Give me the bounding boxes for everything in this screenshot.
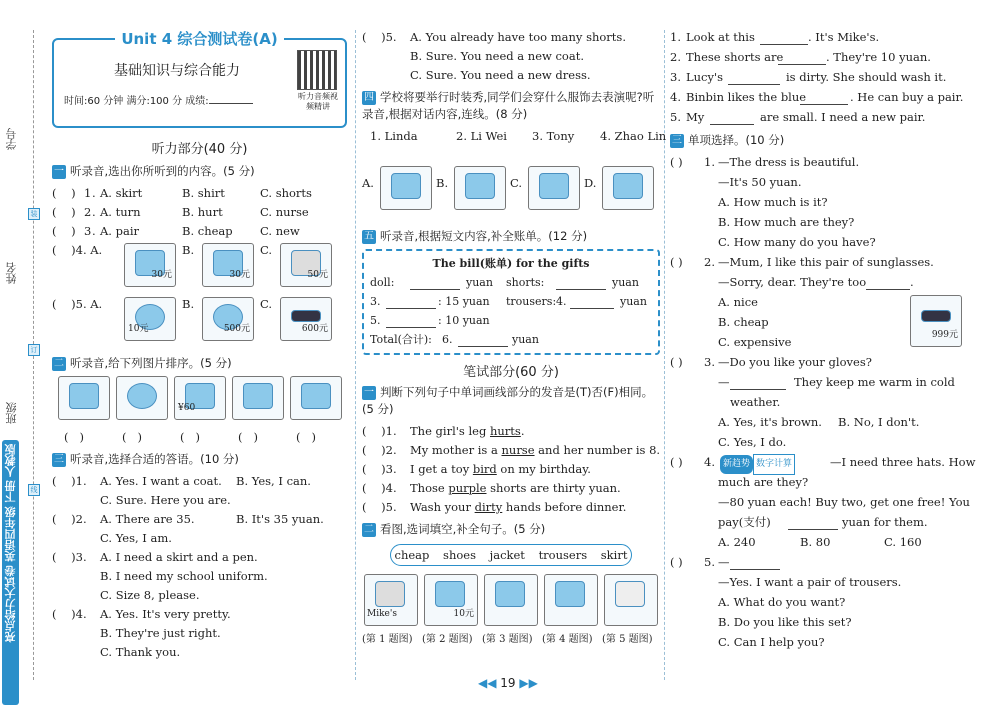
binding-mark: 订 <box>28 344 40 356</box>
judge-row: ( )3. I get a toy bird on my birthday. <box>362 462 591 476</box>
picture-choice-row: ( )5. A. 10元 B. 500元 C. 600元 <box>52 295 347 351</box>
mc-row: A. How much is it? <box>718 195 828 209</box>
answer-paren[interactable]: ( ) <box>122 430 142 444</box>
binding-mark: 装 <box>28 208 40 220</box>
bill-row: Total(合计): 6. yuan <box>370 333 539 346</box>
shorts-picture: 10元 <box>424 574 478 626</box>
section-title: 一 判断下列句子中单词画线部分的发音是(T)否(F)相同。(5 分) <box>362 385 654 416</box>
section-title: 五 听录音,根据短文内容,补全账单。(12 分) <box>364 229 588 243</box>
choice-row: ( ) 2 . A. turn B. hurt C. nurse <box>52 205 309 219</box>
ordering-pictures <box>52 376 347 428</box>
answer-paren[interactable]: ( ) <box>180 430 200 444</box>
name-label: 姓名 <box>5 262 18 284</box>
outfit-picture[interactable] <box>380 166 432 210</box>
blank-input[interactable] <box>730 557 780 570</box>
mc-row: B. Do you like this set? <box>718 615 852 629</box>
hat-picture <box>116 376 168 420</box>
section-title: 三 单项选择。(10 分) <box>672 133 785 147</box>
outfit-picture[interactable] <box>528 166 580 210</box>
shorts-picture <box>290 376 342 420</box>
unit-title: Unit 4 综合测试卷(A) <box>54 28 345 49</box>
blank-input[interactable] <box>730 377 786 390</box>
choice-row: ( )3. A. I need a skirt and a pen. <box>52 550 258 564</box>
bill-box <box>362 249 660 355</box>
clothing-pictures <box>362 572 660 630</box>
picture-choice-row: ( )4. A. 30元 B. 30元 C. 50元 <box>52 241 347 295</box>
mc-row: ( ) 1. —The dress is beautiful. <box>670 155 860 169</box>
blank-input[interactable] <box>410 277 460 290</box>
mc-row: C. Can I help you? <box>718 635 825 649</box>
page-number: ◀◀ 19 ▶▶ <box>478 676 538 690</box>
shoes-picture <box>604 574 658 626</box>
mc-row: C. How many do you have? <box>718 235 876 249</box>
series-strip-text: 亮点给力大试卷 英语四年级 下册 人教版 <box>4 444 17 643</box>
mc-row: —Yes. I want a pair of trousers. <box>718 575 902 589</box>
judge-row: ( )4. Those purple shorts are thirty yuan. <box>362 481 621 495</box>
socks-picture <box>232 376 284 420</box>
mc-row: C. expensive <box>718 335 792 349</box>
column-divider <box>355 30 356 680</box>
choice-row: ( )5. A. You already have too many shorts. <box>362 30 626 44</box>
mc-row: A. Yes, it's brown. B. No, I don't. <box>718 415 920 429</box>
choice-row: ( )4. A. Yes. It's very pretty. <box>52 607 231 621</box>
trousers-picture <box>544 574 598 626</box>
blank-input[interactable] <box>866 277 910 290</box>
section-title: 二 看图,选词填空,补全句子。(5 分) <box>364 522 546 536</box>
column-3 <box>670 28 976 653</box>
fill-row: 5. My are small. I need a new pair. <box>670 110 926 124</box>
shoes-picture: ¥60 <box>174 376 226 420</box>
mc-row: B. How much are they? <box>718 215 855 229</box>
choice-row: B. They're just right. <box>100 626 221 640</box>
mc-row: A. 240 B. 80 C. 160 <box>718 535 922 549</box>
column-1 <box>52 28 347 662</box>
sunglasses-picture: 600元 <box>280 297 332 341</box>
series-strip <box>2 440 19 705</box>
judge-row: ( )2. My mother is a nurse and her number is 8. <box>362 443 661 457</box>
blank-input[interactable] <box>728 72 780 85</box>
blank-input[interactable] <box>386 296 436 309</box>
blank-input[interactable] <box>800 92 848 105</box>
bill-row: 5. : 10 yuan <box>370 314 490 327</box>
mc-row: A. What do you want? <box>718 595 846 609</box>
mc-row: —80 yuan each! Buy two, get one free! You <box>718 495 970 509</box>
blank-input[interactable] <box>760 32 808 45</box>
binding-margin <box>0 0 42 710</box>
hat-picture: 500元 <box>202 297 254 341</box>
blank-input[interactable] <box>556 277 606 290</box>
mc-row: pay(支付) yuan for them. <box>718 515 928 529</box>
choice-row: ( ) 3 . A. pair B. cheap C. new <box>52 224 300 238</box>
fill-row: 1. Look at this . It's Mike's. <box>670 30 880 44</box>
prev-arrow-icon: ◀◀ <box>478 676 497 690</box>
person-picture <box>58 376 110 420</box>
mc-row: —Sorry, dear. They're too . <box>718 275 914 289</box>
fill-row: 3. Lucy's is dirty. She should wash it. <box>670 70 947 84</box>
jacket-picture: 30元 <box>202 243 254 287</box>
outfit-picture[interactable] <box>602 166 654 210</box>
section-title: 三 听录音,选择合适的答语。(10 分) <box>54 452 239 466</box>
student-number-label: 学号 <box>5 128 18 150</box>
answer-paren[interactable]: ( ) <box>238 430 258 444</box>
mc-row: ( ) 3. —Do you like your gloves? <box>670 355 872 369</box>
jacket-picture: Mike's <box>364 574 418 626</box>
picture-captions: (第 1 题图) (第 2 题图) (第 3 题图) (第 4 题图) (第 5 题图) <box>362 634 653 645</box>
choice-row: C. Sure. You need a new dress. <box>410 68 591 82</box>
mc-row: ( ) 2. —Mum, I like this pair of sunglasses. <box>670 255 934 269</box>
choice-row: C. Thank you. <box>100 645 181 659</box>
class-label: 班级 <box>5 402 18 424</box>
word-bank: cheap shoes jacket trousers skirt <box>390 544 632 566</box>
subtitle: 基础知识与综合能力 <box>114 63 240 79</box>
choice-row: C. Size 8, please. <box>100 588 200 602</box>
bill-row: doll: yuan shorts: yuan <box>370 276 639 289</box>
written-heading: 笔试部分(60 分) <box>463 365 559 380</box>
listening-heading: 听力部分(40 分) <box>151 142 248 157</box>
mc-row: much are they? <box>718 475 809 489</box>
section-title: 四 学校将要举行时装秀,同学们会穿什么服饰去表演呢?听录音,根据对话内容,连线。(8 分) <box>362 90 655 121</box>
choice-row: B. Sure. You need a new coat. <box>410 49 584 63</box>
bill-row: 3. : 15 yuan trousers: 4. yuan <box>370 295 647 308</box>
sunglasses-picture: 999元 <box>910 295 962 347</box>
blank-input[interactable] <box>788 517 838 530</box>
choice-row: C. Yes, I am. <box>100 531 172 545</box>
mc-row: B. cheap <box>718 315 769 329</box>
choice-row: ( )1. A. Yes. I want a coat. B. Yes, I can. <box>52 474 311 488</box>
trend-tag: 新趋势 <box>720 455 753 474</box>
qr-code-icon[interactable] <box>297 50 337 90</box>
choice-row: ( )2. A. There are 35. B. It's 35 yuan. <box>52 512 324 526</box>
mc-row: weather. <box>730 395 781 409</box>
shirt-picture: 30元 <box>124 243 176 287</box>
section-title: 二 听录音,给下列图片排序。(5 分) <box>54 356 232 370</box>
hat-picture: 10元 <box>124 297 176 341</box>
answer-paren[interactable]: ( ) <box>64 430 84 444</box>
choice-row: C. Sure. Here you are. <box>100 493 231 507</box>
blank-input[interactable] <box>778 52 826 65</box>
column-2 <box>362 28 667 649</box>
fill-row: 2. These shorts are . They're 10 yuan. <box>670 50 931 64</box>
blank-input[interactable] <box>386 315 436 328</box>
blank-input[interactable] <box>710 112 754 125</box>
mc-row: — They keep me warm in cold <box>718 375 955 389</box>
answer-paren[interactable]: ( ) <box>296 430 316 444</box>
fill-row: 4. Binbin likes the blue . He can buy a pair. <box>670 90 964 104</box>
judge-row: ( )1. The girl's leg hurts. <box>362 424 525 438</box>
blank-input[interactable] <box>570 296 614 309</box>
choice-row: ( ) 1 . A. skirt B. shirt C. shorts <box>52 186 312 200</box>
outfit-picture[interactable] <box>454 166 506 210</box>
mc-row: C. Yes, I do. <box>718 435 787 449</box>
skirt-picture <box>484 574 538 626</box>
blank-input[interactable] <box>458 334 508 347</box>
matching-pictures: A. B. C. D. <box>362 160 660 224</box>
mc-row: ( ) 4. 新趋势 数字计算 —I need three hats. How <box>670 453 965 473</box>
names-row: 1. Linda 2. Li Wei 3. Tony 4. Zhao Lin <box>370 129 667 143</box>
math-tag: 数字计算 <box>753 454 795 475</box>
judge-row: ( )5. Wash your dirty hands before dinner. <box>362 500 627 514</box>
exam-meta: 时间:60 分钟 满分:100 分 成绩: <box>64 92 253 107</box>
mc-row: A. nice 999元 <box>670 293 965 313</box>
ordering-answer-row <box>52 428 347 447</box>
choice-row: B. I need my school uniform. <box>100 569 268 583</box>
next-arrow-icon: ▶▶ <box>519 676 538 690</box>
mc-row: ( ) 5. — <box>670 553 965 573</box>
qr-note: 听力音频视频精讲 <box>298 92 338 111</box>
mc-row: —It's 50 yuan. <box>718 175 802 189</box>
section-title: 一 听录音,选出你所听到的内容。(5 分) <box>54 164 255 178</box>
title-box <box>52 30 347 128</box>
bill-title: The bill(账单) for the gifts <box>432 257 590 270</box>
binding-mark: 线 <box>28 484 40 496</box>
coat-picture: 50元 <box>280 243 332 287</box>
